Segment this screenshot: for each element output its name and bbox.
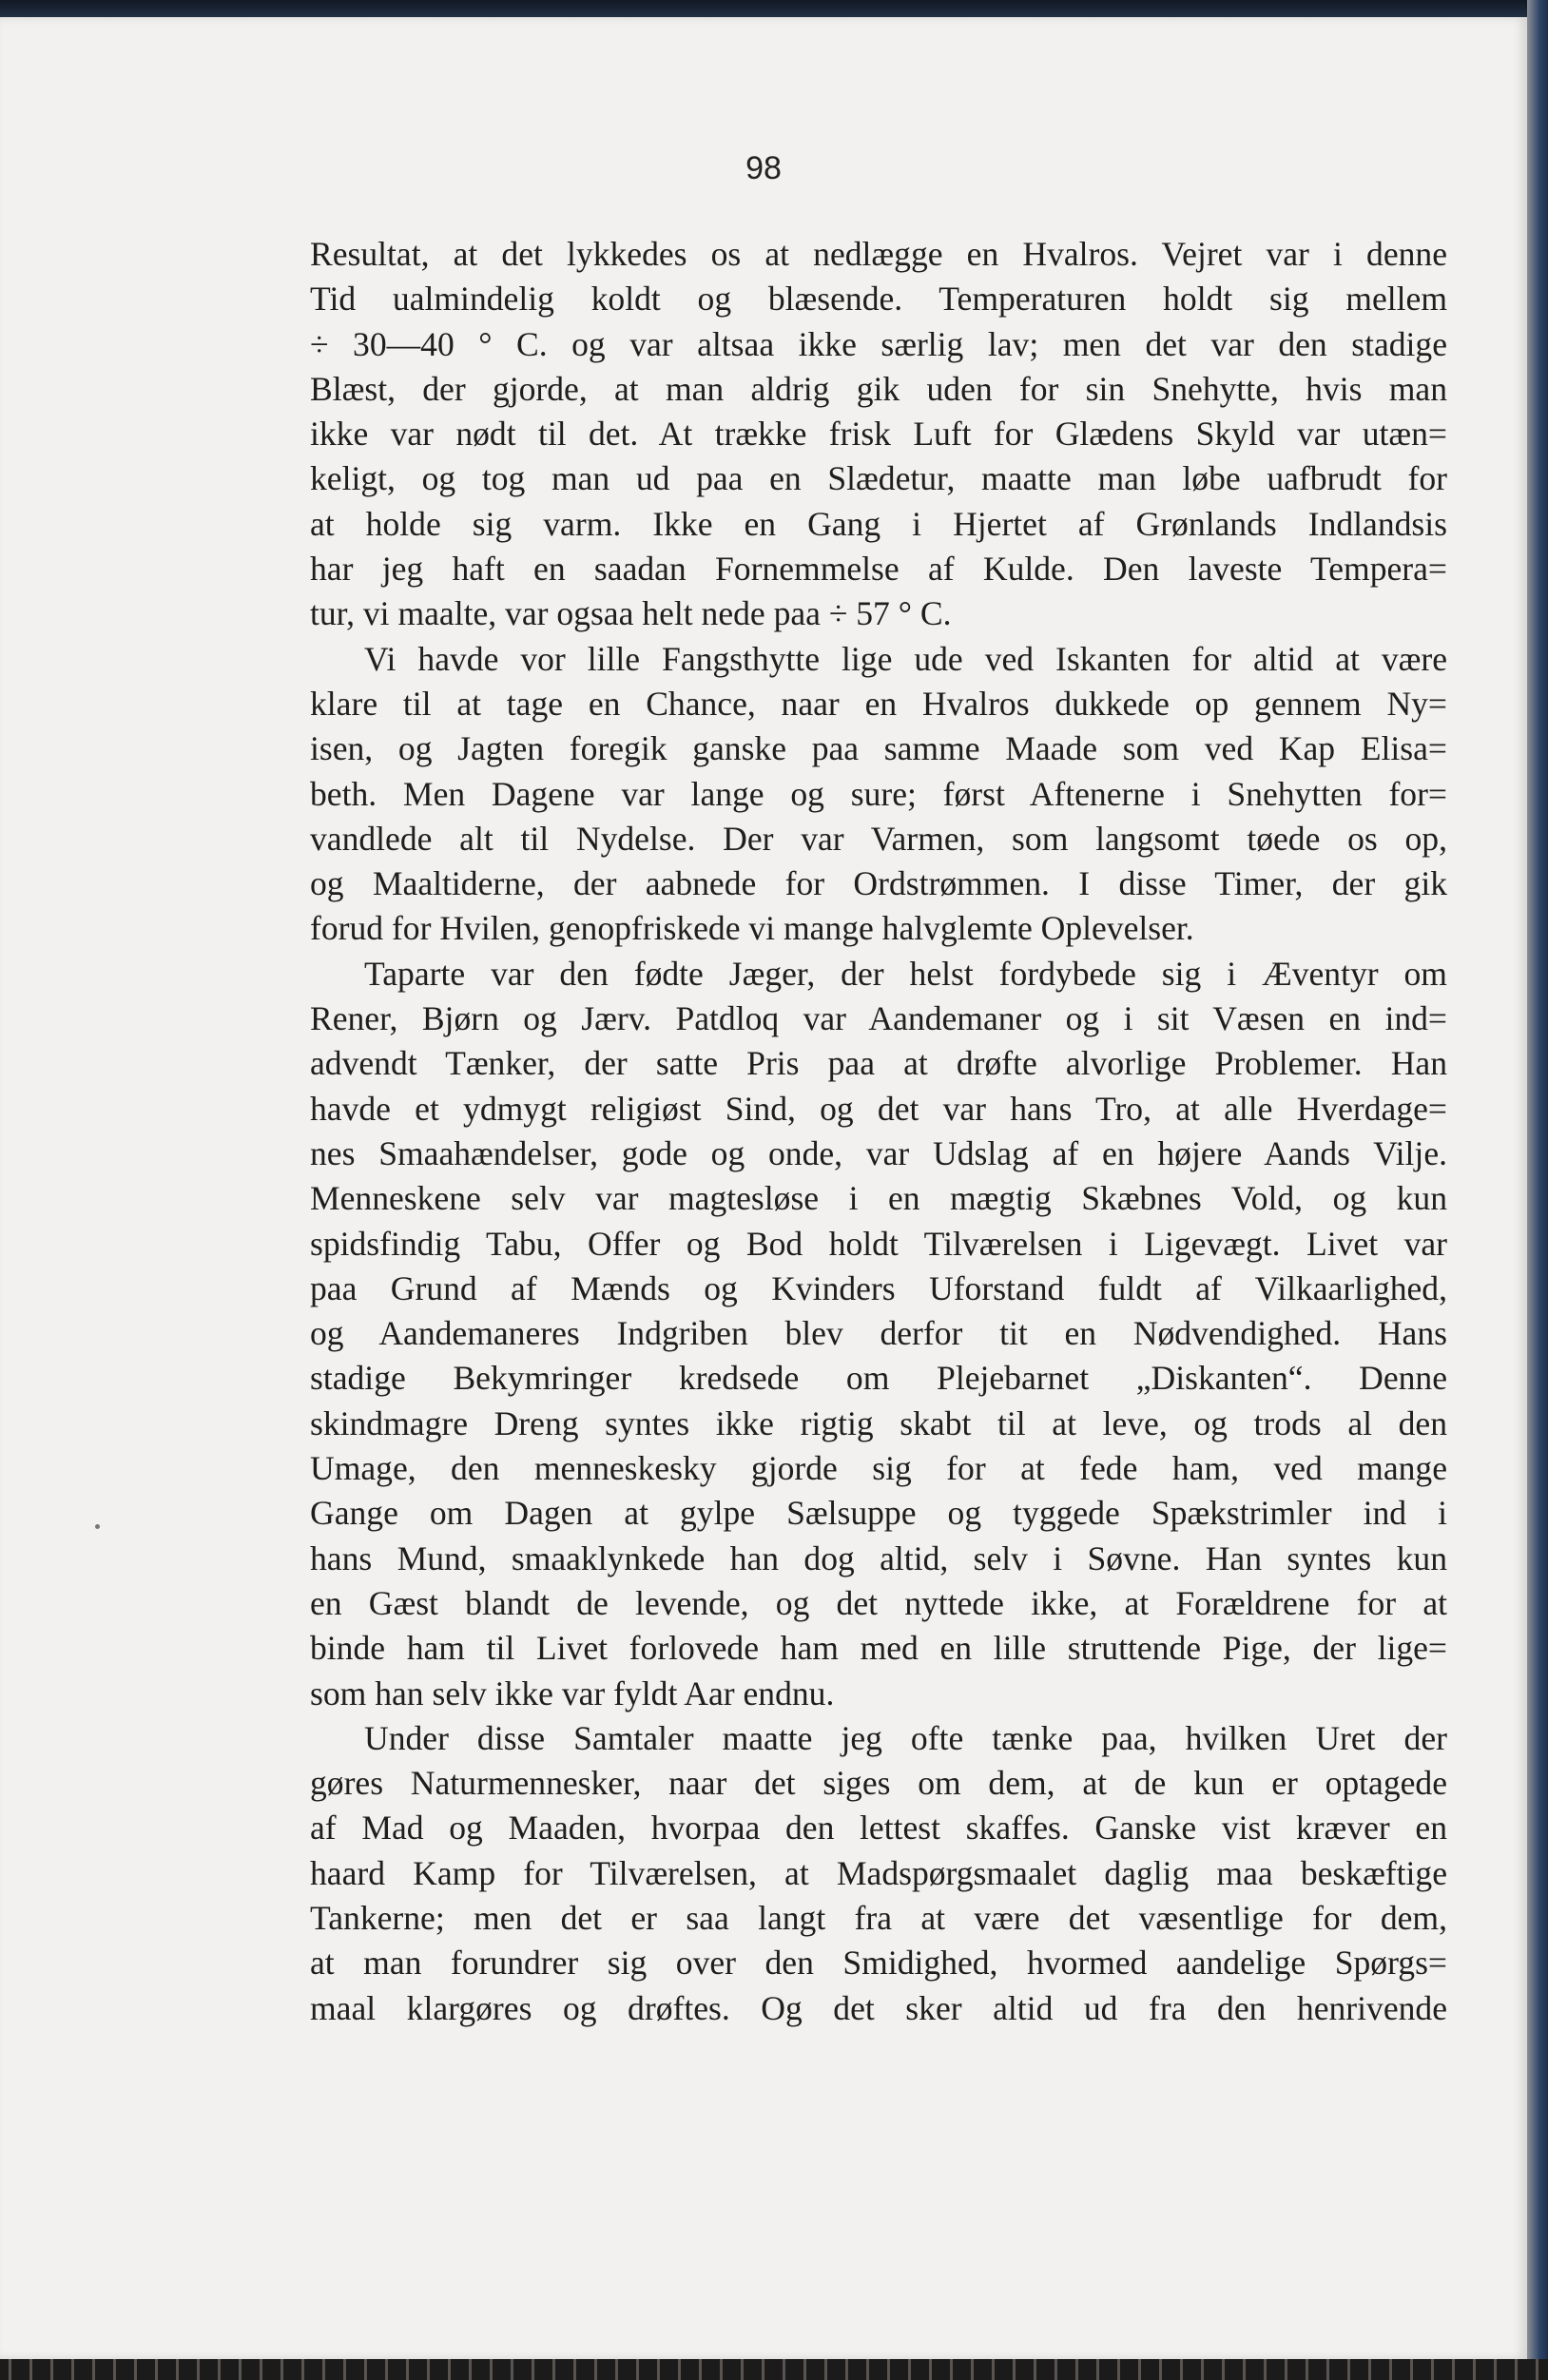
text-line: Tid ualmindelig koldt og blæsende. Temperaturen holdt sig mellem	[310, 280, 1447, 319]
page-body-text	[310, 232, 1447, 2031]
text-line: stadige Bekymringer kredsede om Plejebarnet „Diskanten“. Denne	[310, 1359, 1447, 1398]
text-line: ikke var nødt til det. At trække frisk Luft for Glædens Skyld var utæn=	[310, 415, 1447, 454]
text-line: Vi havde vor lille Fangsthytte lige ude ved Iskanten for altid at være	[364, 639, 1447, 678]
text-line: skindmagre Dreng syntes ikke rigtig skabt til at leve, og trods al den	[310, 1403, 1447, 1442]
text-line: Umage, den menneskesky gjorde sig for at fede ham, ved mange	[310, 1449, 1447, 1488]
text-line: at man forundrer sig over den Smidighed, hvormed aandelige Spørgs=	[310, 1944, 1447, 1983]
text-line: Taparte var den fødte Jæger, der helst fordybede sig i Æventyr om	[364, 954, 1447, 993]
text-line: af Mad og Maaden, hvorpaa den lettest skaffes. Ganske vist kræver en	[310, 1809, 1447, 1848]
text-line: og Aandemaneres Indgriben blev derfor tit en Nødvendighed. Hans	[310, 1314, 1447, 1353]
text-line: Gange om Dagen at gylpe Sælsuppe og tyggede Spækstrimler ind i	[310, 1494, 1447, 1533]
text-line: klare til at tage en Chance, naar en Hvalros dukkede op gennem Ny=	[310, 684, 1447, 723]
text-line: har jeg haft en saadan Fornemmelse af Kulde. Den laveste Tempera=	[310, 550, 1447, 589]
text-line: Blæst, der gjorde, at man aldrig gik uden for sin Snehytte, hvis man	[310, 369, 1447, 408]
text-line: ÷ 30—40 ° C. og var altsaa ikke særlig lav; men det var den stadige	[310, 324, 1447, 363]
book-page	[0, 17, 1527, 2359]
text-line: forud for Hvilen, genopfriskede vi mange halvglemte Oplevelser.	[310, 909, 1194, 948]
text-line: tur, vi maalte, var ogsaa helt nede paa ÷ 57 ° C.	[310, 594, 952, 633]
page-number: 98	[745, 150, 782, 186]
text-line: at holde sig varm. Ikke en Gang i Hjertet af Grønlands Indlandsis	[310, 504, 1447, 543]
text-line: Menneskene selv var magtesløse i en mægtig Skæbnes Vold, og kun	[310, 1179, 1447, 1218]
text-line: som han selv ikke var fyldt Aar endnu.	[310, 1674, 835, 1712]
text-line: Rener, Bjørn og Jærv. Patdloq var Aandemaner og i sit Væsen en ind=	[310, 999, 1447, 1038]
text-line: isen, og Jagten foregik ganske paa samme Maade som ved Kap Elisa=	[310, 729, 1447, 768]
text-line: nes Smaahændelser, gode og onde, var Udslag af en højere Aands Vilje.	[310, 1133, 1447, 1172]
text-line: paa Grund af Mænds og Kvinders Uforstand fuldt af Vilkaarlighed,	[310, 1268, 1447, 1307]
text-line: haard Kamp for Tilværelsen, at Madspørgsmaalet daglig maa beskæftige	[310, 1853, 1447, 1892]
scan-speck	[95, 1524, 100, 1529]
text-line: en Gæst blandt de levende, og det nyttede ikke, at Forældrene for at	[310, 1583, 1447, 1622]
text-line: advendt Tænker, der satte Pris paa at drøfte alvorlige Problemer. Han	[310, 1044, 1447, 1083]
text-line: beth. Men Dagene var lange og sure; først Aftenerne i Snehytten for=	[310, 774, 1447, 813]
text-line: hans Mund, smaaklynkede han dog altid, selv i Søvne. Han syntes kun	[310, 1538, 1447, 1577]
text-line: vandlede alt til Nydelse. Der var Varmen, som langsomt tøede os op,	[310, 819, 1447, 858]
text-line: keligt, og tog man ud paa en Slædetur, maatte man løbe uafbrudt for	[310, 459, 1447, 498]
book-cover-edge	[1527, 0, 1548, 2380]
text-line: Resultat, at det lykkedes os at nedlægge en Hvalros. Vejret var i denne	[310, 235, 1447, 273]
text-line: og Maaltiderne, der aabnede for Ordstrømmen. I disse Timer, der gik	[310, 864, 1447, 903]
scan-border-bottom	[0, 2359, 1548, 2380]
text-line: maal klargøres og drøftes. Og det sker altid ud fra den henrivende	[310, 1988, 1447, 2027]
text-line: havde et ydmygt religiøst Sind, og det var hans Tro, at alle Hverdage=	[310, 1089, 1447, 1128]
text-line: Tankerne; men det er saa langt fra at være det væsentlige for dem,	[310, 1898, 1447, 1937]
text-line: gøres Naturmennesker, naar det siges om dem, at de kun er optagede	[310, 1764, 1447, 1803]
text-line: binde ham til Livet forlovede ham med en lille struttende Pige, der lige=	[310, 1629, 1447, 1668]
text-line: spidsfindig Tabu, Offer og Bod holdt Tilværelsen i Ligevægt. Livet var	[310, 1224, 1447, 1263]
text-line: Under disse Samtaler maatte jeg ofte tænke paa, hvilken Uret der	[364, 1718, 1447, 1757]
